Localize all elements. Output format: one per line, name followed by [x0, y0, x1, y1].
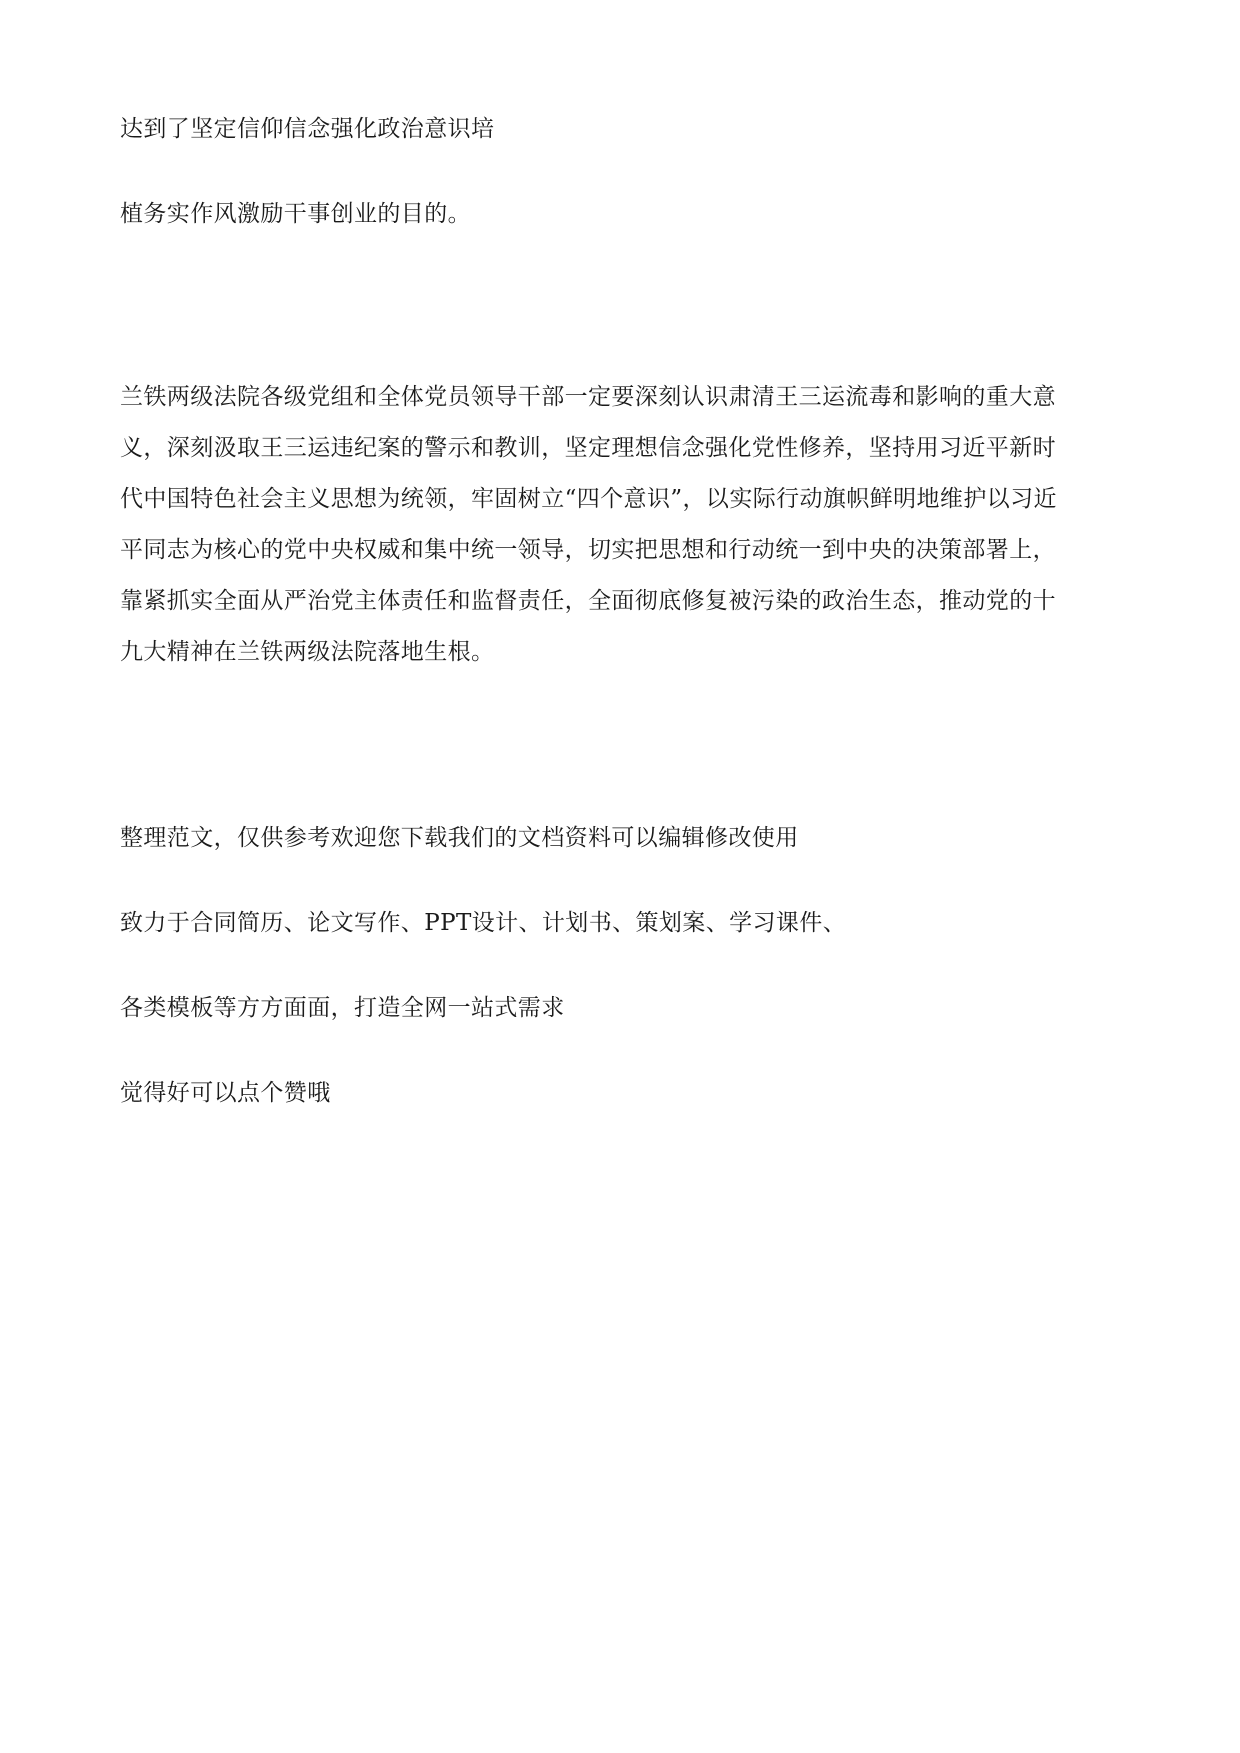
body-paragraph-line: 九大精神在兰铁两级法院落地生根。	[120, 639, 495, 665]
body-paragraph-line: 平同志为核心的党中央权威和集中统一领导，切实把思想和行动统一到中央的决策部署上，	[120, 537, 1056, 563]
intro-line-2: 植务实作风激励干事创业的目的。	[120, 201, 471, 227]
footer-line-1: 整理范文，仅供参考欢迎您下载我们的文档资料可以编辑修改使用	[120, 825, 799, 851]
body-paragraph-line: 义，深刻汲取王三运违纪案的警示和教训，坚定理想信念强化党性修养，坚持用习近平新时	[120, 435, 1056, 461]
body-paragraph	[120, 372, 1120, 678]
body-paragraph-line: 代中国特色社会主义思想为统领，牢固树立“四个意识”，以实际行动旗帜鲜明地维护以习近	[120, 486, 1057, 512]
intro-line-1: 达到了坚定信仰信念强化政治意识培	[120, 116, 495, 142]
footer-line-2: 致力于合同简历、论文写作、PPT设计、计划书、策划案、学习课件、	[120, 910, 847, 936]
body-paragraph-line: 兰铁两级法院各级党组和全体党员领导干部一定要深刻认识肃清王三运流毒和影响的重大意	[120, 384, 1056, 410]
body-paragraph-line: 靠紧抓实全面从严治党主体责任和监督责任，全面彻底修复被污染的政治生态，推动党的十	[120, 588, 1056, 614]
footer-line-4: 觉得好可以点个赞哦	[120, 1080, 331, 1106]
footer-line-3: 各类模板等方方面面，打造全网一站式需求	[120, 995, 565, 1021]
